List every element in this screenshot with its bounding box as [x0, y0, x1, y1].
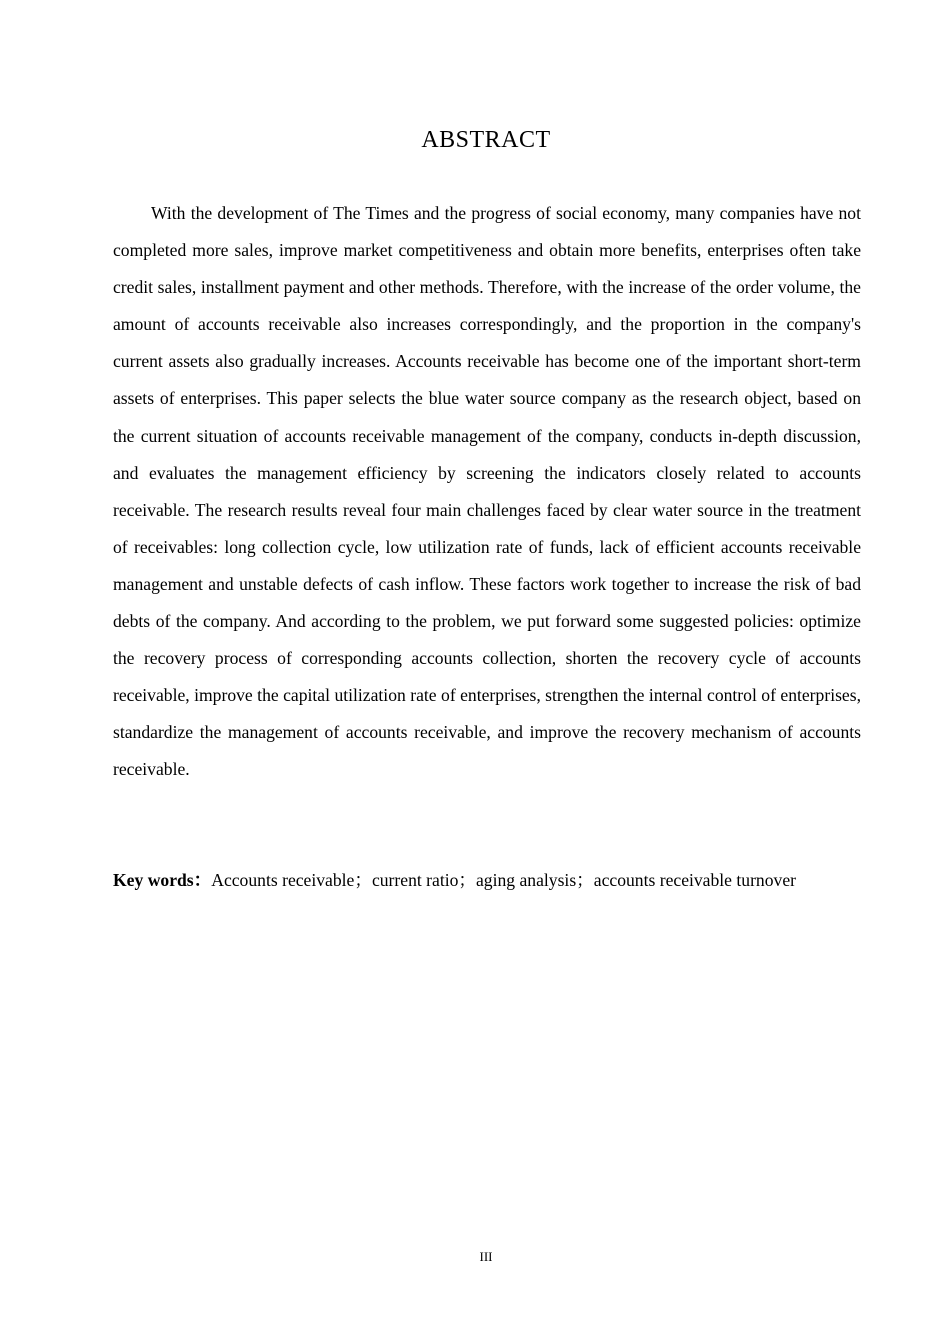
- page-number: III: [479, 1249, 493, 1264]
- keywords-label: Key words：: [113, 870, 212, 890]
- abstract-title: ABSTRACT: [421, 127, 551, 153]
- keywords-line: [113, 864, 873, 896]
- abstract-body: With the development of The Times and the progress of social economy, many companies have not completed more sales, improve market competitiveness and obtain more benefits, enterprises often take credit sales, installment payment and other methods. Therefore, with the increase of the order volume, the amount of accounts receivable also increases correspondingly, and the proportion in the company's current assets also gradually increases. Accounts receivable has become one of the important short-term assets of enterprises. This paper selects the blue water source company as the research object, based on the current situation of accounts receivable management of the company, conducts in-depth discussion, and evaluates the management efficiency by screening the indicators closely related to accounts receivable. The research results reveal four main challenges faced by clear water source in the treatment of receivables: long collection cycle, low utilization rate of funds, lack of efficient accounts receivable management and unstable defects of cash inflow. These factors work together to increase the risk of bad debts of the company. And according to the problem, we put forward some suggested policies: optimize the recovery process of corresponding accounts collection, shorten the recovery cycle of accounts receivable, improve the capital utilization rate of enterprises, strengthen the internal control of enterprises, standardize the management of accounts receivable, and improve the recovery mechanism of accounts receivable.: [113, 203, 861, 780]
- keywords-text: Accounts receivable；current ratio；aging analysis；accounts receivable turnover: [211, 870, 796, 890]
